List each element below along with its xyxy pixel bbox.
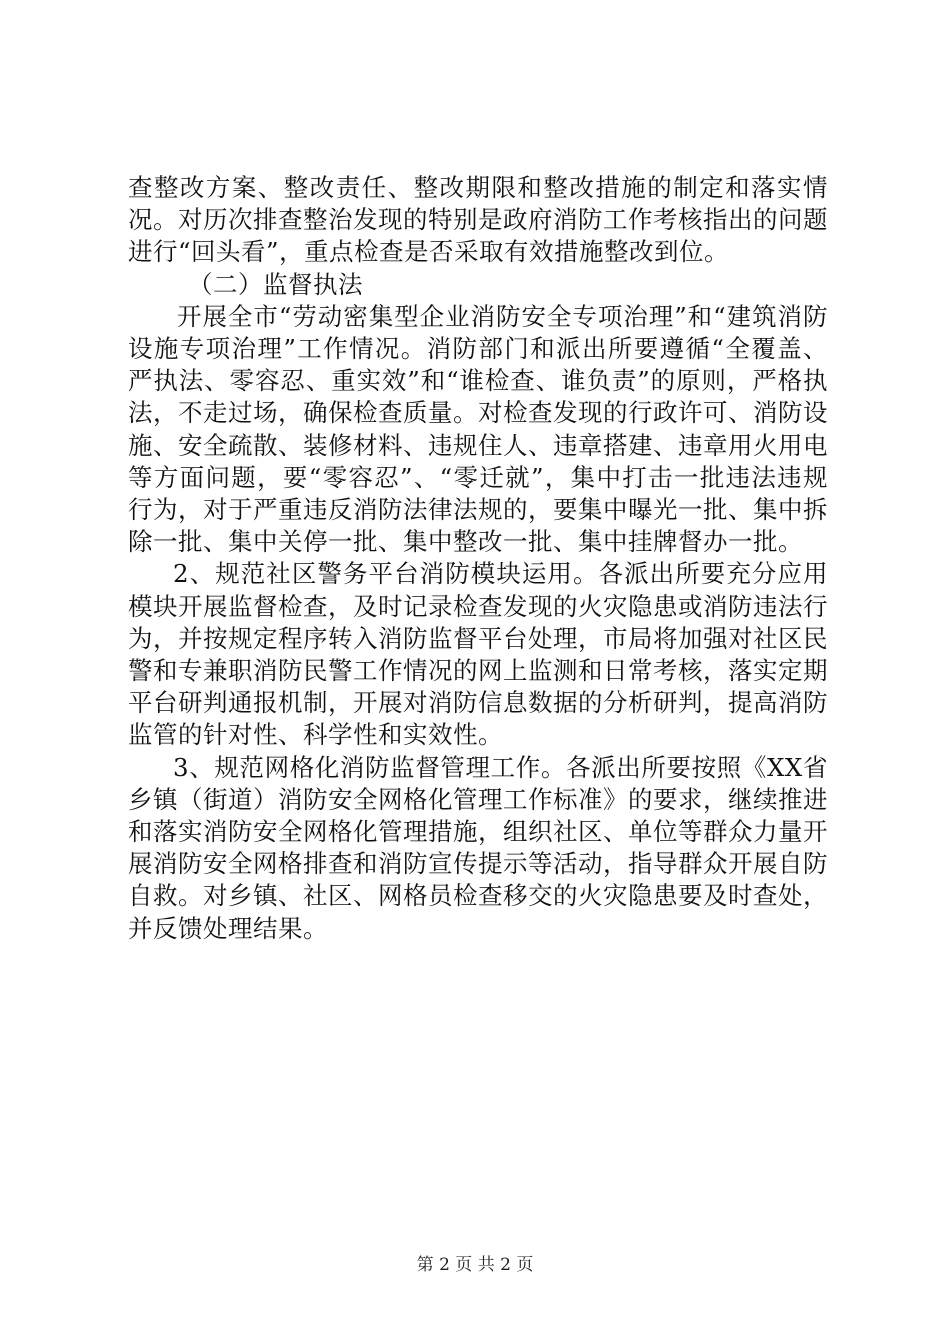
paragraph: 2、规范社区警务平台消防模块运用。各派出所要充分应用模块开展监督检查，及时记录检查发现的火灾隐患或消防违法行为，并按规定程序转入消防监督平台处理，市局将加强对社区民警和专兼职消防民警工作情况的网上监测和日常考核，落实定期平台研判通报机制，开展对消防信息数据的分析研判，提高消防监管的针对性、科学性和实效性。 xyxy=(128,559,828,750)
paragraph: 3、规范网格化消防监督管理工作。各派出所要按照《XX省乡镇（街道）消防安全网格化管理工作标准》的要求，继续推进和落实消防安全网格化管理措施，组织社区、单位等群众力量开展消防安全网格排查和消防宣传提示等活动，指导群众开展自防自救。对乡镇、社区、网格员检查移交的火灾隐患要及时查处，并反馈处理结果。 xyxy=(128,752,828,943)
paragraph-continued: 查整改方案、整改责任、整改期限和整改措施的制定和落实情况。对历次排查整治发现的特别是政府消防工作考核指出的问题进行“回头看”，重点检查是否采取有效措施整改到位。 xyxy=(128,173,828,267)
document-body xyxy=(128,172,828,945)
paragraph: 开展全市“劳动密集型企业消防安全专项治理”和“建筑消防设施专项治理”工作情况。消防部门和派出所要遵循“全覆盖、严执法、零容忍、重实效”和“谁检查、谁负责”的原则，严格执法，不走过场，确保检查质量。对检查发现的行政许可、消防设施、安全疏散、装修材料、违规住人、违章搭建、违章用火用电等方面问题，要“零容忍”、“零迁就”，集中打击一批违法违规行为，对于严重违反消防法律法规的，要集中曝光一批、集中拆除一批、集中关停一批、集中整改一批、集中挂牌督办一批。 xyxy=(128,301,828,557)
section-heading: （二）监督执法 xyxy=(188,269,363,299)
page-footer: 第 2 页 共 2 页 xyxy=(416,1255,534,1275)
